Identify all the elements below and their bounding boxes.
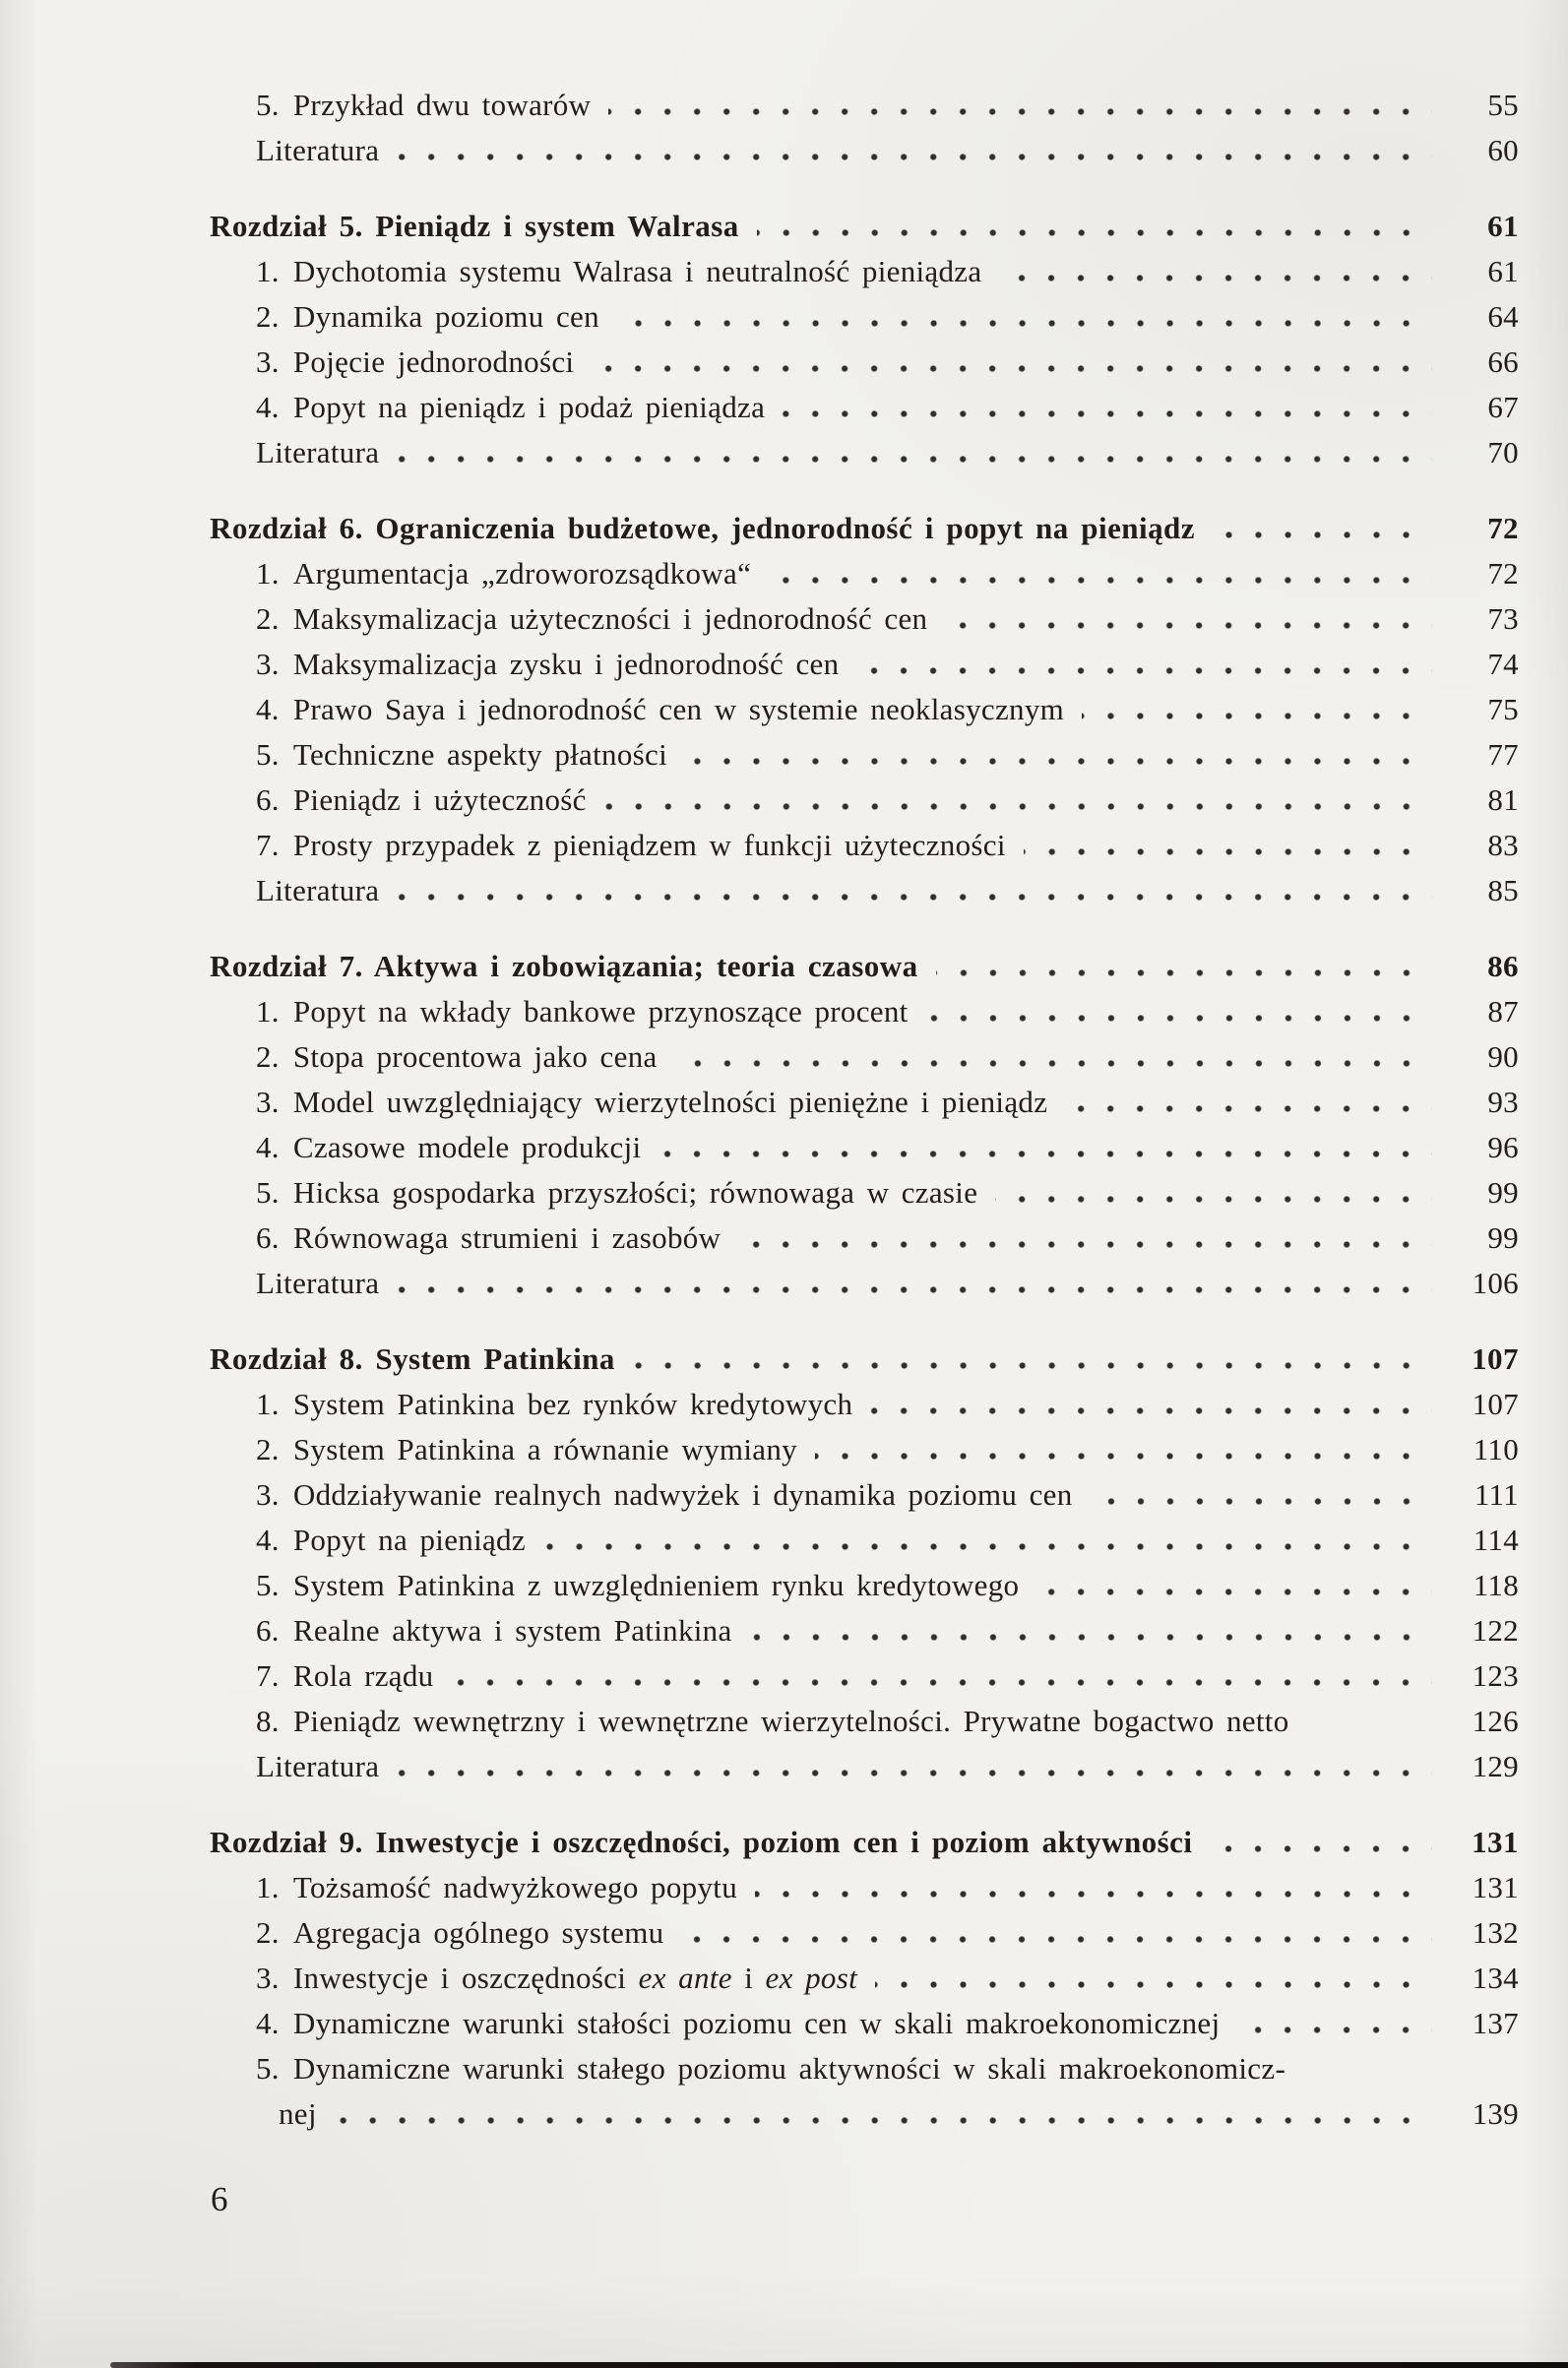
entry-label: Rola rządu — [292, 1658, 434, 1693]
entry-page-number: 122 — [1472, 1613, 1519, 1648]
entry-label: Prosty przypadek z pieniądzem w funkcji użyteczności — [292, 828, 1006, 862]
dot-leader — [945, 622, 1432, 629]
entry-page-number: 114 — [1473, 1523, 1519, 1557]
entry-number: 1. — [256, 994, 280, 1028]
toc-item-row — [256, 249, 1519, 294]
dot-leader — [1237, 2026, 1432, 2033]
entry-label: Literatura — [256, 133, 380, 167]
toc-item-row — [256, 1382, 1519, 1427]
toc-item-row — [256, 1865, 1519, 1910]
entry-page-number: 72 — [1487, 556, 1519, 591]
entry-page-number: 99 — [1487, 1175, 1519, 1210]
dot-leader — [608, 108, 1432, 115]
dot-leader — [1307, 1724, 1432, 1731]
entry-label: Inwestycje i oszczędności ex ante i ex post — [292, 1961, 857, 1995]
toc-chapter-row — [210, 204, 1519, 249]
toc-item-row — [256, 732, 1519, 778]
entry-page-number: 64 — [1487, 299, 1519, 334]
toc-chapter-row — [210, 1337, 1519, 1382]
dot-leader — [681, 1936, 1432, 1943]
entry-label: Stopa procentowa jako cena — [292, 1039, 658, 1074]
entry-number: 4. — [256, 2006, 280, 2040]
entry-page-number: 87 — [1487, 994, 1519, 1028]
entry-number: 3. — [256, 1477, 280, 1512]
entry-number: 5. — [256, 88, 280, 122]
entry-number: 2. — [256, 1432, 280, 1466]
entry-page-number: 111 — [1474, 1477, 1519, 1512]
entry-label: Dynamiczne warunki stałości poziomu cen w skali makroekonomicznej — [292, 2006, 1221, 2040]
entry-label: Realne aktywa i system Patinkina — [292, 1613, 732, 1648]
dot-leader — [1024, 848, 1432, 855]
dot-leader — [750, 1634, 1432, 1641]
entry-label: Hicksa gospodarka przyszłości; równowaga w czasie — [292, 1175, 978, 1210]
dot-leader — [1210, 1845, 1432, 1852]
footer-page-number: 6 — [211, 2180, 228, 2218]
dot-leader — [936, 969, 1432, 976]
dot-leader — [769, 577, 1432, 584]
entry-number: 6. — [256, 1613, 280, 1648]
entry-label: Rozdział 6. Ograniczenia budżetowe, jednorodność i popyt na pieniądz — [210, 511, 1195, 545]
toc-item-row — [256, 989, 1519, 1034]
entry-number: 5. — [256, 1568, 280, 1602]
entry-label: Pojęcie jednorodności — [292, 344, 575, 379]
dot-leader — [451, 1679, 1432, 1686]
dot-leader — [543, 1543, 1432, 1550]
dot-leader — [1091, 1498, 1432, 1505]
entry-page-number: 74 — [1487, 647, 1519, 681]
entry-page-number: 132 — [1472, 1915, 1519, 1950]
entry-number: 7. — [256, 828, 280, 862]
dot-leader — [1213, 531, 1432, 538]
toc-item-row — [256, 1034, 1519, 1080]
toc-literatura-row — [256, 1744, 1519, 1789]
toc-item-row — [256, 596, 1519, 642]
dot-leader — [685, 758, 1432, 765]
toc-item-row — [256, 778, 1519, 823]
entry-number: 4. — [256, 692, 280, 726]
dot-leader — [397, 1286, 1432, 1293]
toc-item-row — [256, 1215, 1519, 1261]
entry-label: Model uwzględniający wierzytelności pieniężne i pieniądz — [292, 1085, 1048, 1119]
entry-label: Tożsamość nadwyżkowego popytu — [292, 1870, 737, 1904]
dot-leader — [335, 2117, 1432, 2124]
dot-leader — [1082, 713, 1432, 719]
entry-number: 5. — [256, 2051, 280, 2086]
entry-label: Literatura — [256, 435, 380, 469]
entry-page-number: 75 — [1487, 692, 1519, 726]
entry-label: Dychotomia systemu Walrasa i neutralność pieniądza — [292, 254, 982, 288]
entry-label: Pieniądz wewnętrzny i wewnętrzne wierzytelności. Prywatne bogactwo netto — [292, 1704, 1289, 1738]
dot-leader — [397, 456, 1432, 463]
toc-item-row — [256, 385, 1519, 430]
entry-label: Czasowe modele produkcji — [292, 1130, 642, 1164]
dot-leader — [783, 410, 1432, 417]
entry-page-number: 70 — [1487, 435, 1519, 469]
toc-chapter-row — [210, 1820, 1519, 1865]
entry-page-number: 72 — [1487, 511, 1519, 545]
toc-item-row — [256, 1472, 1519, 1518]
dot-leader — [397, 1770, 1432, 1776]
toc-item-row — [256, 2001, 1519, 2046]
entry-number: 3. — [256, 344, 280, 379]
entry-page-number: 129 — [1472, 1749, 1519, 1783]
entry-number: 6. — [256, 1220, 280, 1255]
dot-leader — [999, 275, 1432, 281]
toc-chapter-row — [210, 506, 1519, 551]
entry-label: Oddziaływanie realnych nadwyżek i dynamika poziomu cen — [292, 1477, 1073, 1512]
entry-number: 5. — [256, 737, 280, 772]
entry-label: Rozdział 7. Aktywa i zobowiązania; teoria czasowa — [210, 949, 918, 983]
entry-page-number: 85 — [1487, 873, 1519, 907]
entry-number: 1. — [256, 556, 280, 591]
toc-item-row — [256, 1170, 1519, 1215]
entry-label: System Patinkina z uwzględnieniem rynku kredytowego — [292, 1568, 1020, 1602]
entry-page-number: 110 — [1473, 1432, 1519, 1466]
entry-page-number: 107 — [1472, 1387, 1519, 1421]
dot-leader — [757, 229, 1432, 236]
entry-number: 7. — [256, 1658, 280, 1693]
entry-label: Popyt na pieniądz i podaż pieniądza — [292, 390, 766, 424]
entry-label: System Patinkina a równanie wymiany — [292, 1432, 797, 1466]
toc-literatura-row — [256, 868, 1519, 913]
toc-item-row — [256, 2046, 1519, 2091]
toc-literatura-row — [256, 1261, 1519, 1306]
toc-item-row — [256, 1653, 1519, 1699]
entry-label: Literatura — [256, 1266, 380, 1300]
entry-page-number: 131 — [1472, 1870, 1519, 1904]
entry-page-number: 55 — [1487, 88, 1519, 122]
entry-label: Rozdział 9. Inwestycje i oszczędności, poziom cen i poziom aktywności — [210, 1825, 1193, 1859]
entry-label: Pieniądz i użyteczność — [292, 782, 587, 817]
entry-page-number: 61 — [1487, 254, 1519, 288]
entry-number: 2. — [256, 1915, 280, 1950]
entry-label: System Patinkina bez rynków kredytowych — [292, 1387, 853, 1421]
toc-item-row — [256, 642, 1519, 687]
entry-number: 2. — [256, 299, 280, 334]
entry-label: Techniczne aspekty płatności — [292, 737, 668, 772]
dot-leader — [755, 1891, 1432, 1898]
toc-item-row — [256, 1125, 1519, 1170]
dot-leader — [856, 667, 1432, 674]
entry-page-number: 137 — [1472, 2006, 1519, 2040]
entry-page-number: 61 — [1487, 209, 1519, 243]
entry-label: Dynamiczne warunki stałego poziomu aktywności w skali makroekonomicz- — [292, 2051, 1286, 2086]
entry-number: 5. — [256, 1175, 280, 1210]
entry-label: Prawo Saya i jednorodność cen w systemie neoklasycznym — [292, 692, 1065, 726]
entry-label: Dynamika poziomu cen — [292, 299, 599, 334]
dot-leader — [659, 1151, 1432, 1157]
toc-literatura-row — [256, 128, 1519, 173]
toc-item-row — [256, 1080, 1519, 1125]
entry-label: Popyt na wkłady bankowe przynoszące procent — [292, 994, 909, 1028]
toc-item-row — [256, 294, 1519, 340]
dot-leader — [592, 365, 1432, 372]
toc-item-row — [256, 823, 1519, 868]
entry-page-number: 107 — [1472, 1341, 1519, 1376]
entry-page-number: 106 — [1472, 1266, 1519, 1300]
entry-page-number: 73 — [1487, 601, 1519, 636]
entry-page-number: 131 — [1472, 1825, 1519, 1859]
entry-number: 3. — [256, 1961, 280, 1995]
dot-leader — [875, 1981, 1432, 1988]
entry-label: Rozdział 8. System Patinkina — [210, 1341, 615, 1376]
dot-leader — [604, 803, 1432, 810]
entry-page-number: 118 — [1473, 1568, 1519, 1602]
toc-list — [0, 83, 1568, 2137]
entry-label: Literatura — [256, 1749, 380, 1783]
entry-number: 3. — [256, 1085, 280, 1119]
dot-leader — [995, 1196, 1432, 1203]
dot-leader — [1036, 1589, 1432, 1595]
entry-number: 2. — [256, 1039, 280, 1074]
entry-label: Maksymalizacja zysku i jednorodność cen — [292, 647, 840, 681]
entry-label: Popyt na pieniądz — [292, 1523, 526, 1557]
dot-leader — [926, 1015, 1432, 1022]
entry-label: Literatura — [256, 873, 380, 907]
toc-literatura-row — [256, 430, 1519, 475]
toc-item-row — [256, 551, 1519, 596]
entry-page-number: 60 — [1487, 133, 1519, 167]
entry-number: 3. — [256, 647, 280, 681]
entry-page-number: 81 — [1487, 782, 1519, 817]
entry-page-number: 90 — [1487, 1039, 1519, 1074]
entry-label: Argumentacja „zdroworozsądkowa“ — [292, 556, 752, 591]
dot-leader — [675, 1060, 1432, 1067]
entry-label: Agregacja ogólnego systemu — [292, 1915, 664, 1950]
entry-number: 8. — [256, 1704, 280, 1738]
toc-chapter-row — [210, 944, 1519, 989]
entry-number: 2. — [256, 601, 280, 636]
dot-leader — [397, 154, 1432, 160]
entry-page-number: 96 — [1487, 1130, 1519, 1164]
entry-number: 4. — [256, 1130, 280, 1164]
entry-page-number: 77 — [1487, 737, 1519, 772]
entry-number: 1. — [256, 254, 280, 288]
entry-label: Rozdział 5. Pieniądz i system Walrasa — [210, 209, 739, 243]
dot-leader — [738, 1241, 1432, 1248]
toc-item-row — [256, 1910, 1519, 1956]
entry-label: Maksymalizacja użyteczności i jednorodność cen — [292, 601, 928, 636]
toc-item-row — [256, 340, 1519, 385]
entry-page-number: 134 — [1472, 1961, 1519, 1995]
toc-item-row — [256, 1563, 1519, 1608]
dot-leader — [870, 1407, 1432, 1414]
toc-item-row — [256, 1608, 1519, 1653]
dot-leader — [617, 320, 1432, 327]
dot-leader — [397, 894, 1432, 901]
entry-page-number: 139 — [1472, 2096, 1519, 2131]
entry-label: Równowaga strumieni i zasobów — [292, 1220, 721, 1255]
entry-page-number: 126 — [1472, 1704, 1519, 1738]
dot-leader — [815, 1453, 1432, 1460]
entry-number: 6. — [256, 782, 280, 817]
entry-page-number: 83 — [1487, 828, 1519, 862]
scan-edge-line — [110, 2362, 1568, 2368]
toc-item-row — [256, 1956, 1519, 2001]
entry-page-number: 86 — [1487, 949, 1519, 983]
entry-page-number: 93 — [1487, 1085, 1519, 1119]
dot-leader — [1065, 1105, 1432, 1112]
entry-number: 4. — [256, 390, 280, 424]
entry-number: 1. — [256, 1387, 280, 1421]
entry-page-number: 67 — [1487, 390, 1519, 424]
toc-item-row — [256, 687, 1519, 732]
entry-number: 4. — [256, 1523, 280, 1557]
toc-item-row — [256, 83, 1519, 128]
entry-label: Przykład dwu towarów — [292, 88, 592, 122]
entry-page-number: 123 — [1472, 1658, 1519, 1693]
toc-item-row — [256, 1699, 1519, 1744]
entry-page-number: 66 — [1487, 344, 1519, 379]
entry-page-number: 99 — [1487, 1220, 1519, 1255]
entry-label: nej — [279, 2096, 317, 2131]
toc-item-row — [256, 1518, 1519, 1563]
entry-number: 1. — [256, 1870, 280, 1904]
dot-leader — [633, 1362, 1432, 1369]
toc-item-row — [256, 1427, 1519, 1472]
toc-continuation-row — [279, 2091, 1519, 2137]
